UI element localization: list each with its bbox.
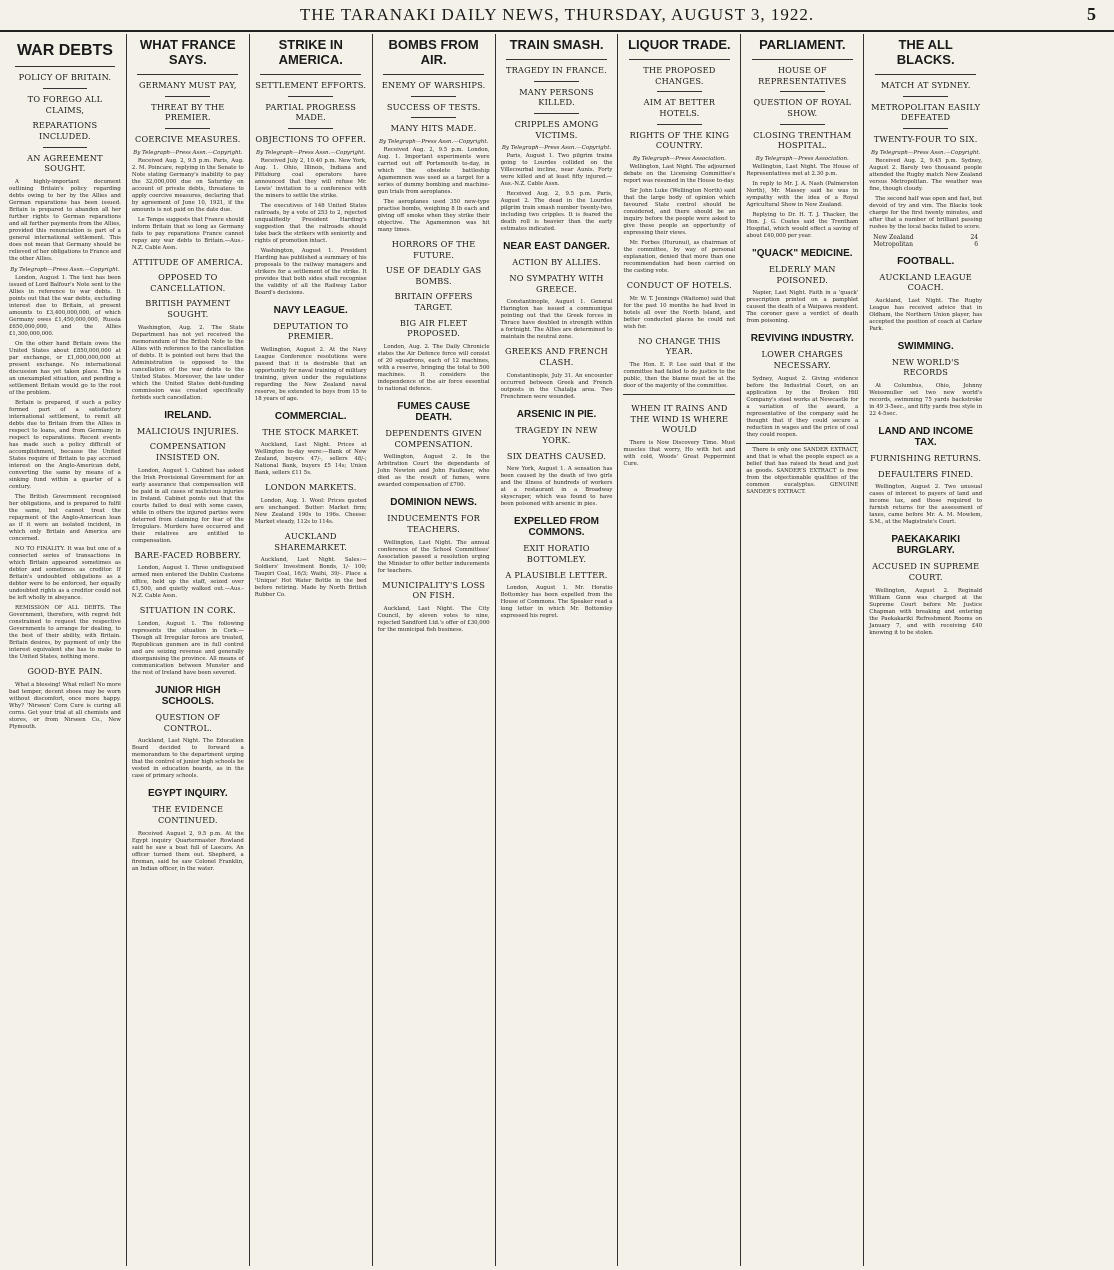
subheading: CRIPPLES AMONG VICTIMS. — [514, 118, 599, 140]
divider — [260, 74, 361, 75]
article-text: Auckland, Last Night. The Rugby League has received advice that in Oldham, the Northern Union player, has accepted the position of coach at Carlaw Park. — [869, 297, 983, 332]
headline: TRAIN SMASH. — [509, 37, 604, 52]
section-heading: REVIVING INDUSTRY. — [750, 333, 854, 345]
subheading: METROPOLITAN EASILY DEFEATED — [871, 101, 981, 123]
subheading: SETTLEMENT EFFORTS. — [255, 79, 367, 90]
divider — [780, 91, 825, 92]
section-heading: PAEKAKARIKI BURGLARY. — [891, 534, 961, 557]
article-text: Wellington, Last Night. The adjourned debate on the Licensing Committee's report was resumed in the House to-day. — [623, 163, 736, 184]
article-text: NO TO FINALITY. It was but one of a connected series of transactions in which Britain appeared sometimes as debtor and sometimes as creditor. If Britain's undoubted obligations as a debtor were to be enforced, her equally undoubted rights as a creditor could not be left wholly in abeyance. — [9, 545, 121, 601]
divider — [165, 96, 210, 97]
divider — [383, 74, 484, 75]
divider — [903, 96, 948, 97]
article-text: Wellington, August 2. Two unusual cases of interest to payers of land and income tax, and those required to furnish returns for the assessment of taxes, came before Mr. A. M. Mowlem, S.M., at the Magistrate's Court. — [869, 484, 983, 526]
section-heading: LAND AND INCOME TAX. — [878, 426, 973, 449]
article-text: REMISSION OF ALL DEBTS. The Government, therefore, with regret felt constrained to request the respective Governments to arrange for dealing, to the best of their ability, with Britain. Britain desires, by payment of only the interest equivalent she has to make to the United States, nothing more. — [9, 604, 121, 660]
team-score: 24 — [970, 233, 979, 241]
divider — [288, 128, 333, 129]
subheading: MANY HITS MADE. — [390, 123, 477, 134]
subheading: A PLAUSIBLE LETTER. — [505, 569, 608, 580]
article-text: At Columbus, Ohio, Johnny Weissmuller set two new world's records, swimming 75 yards backstroke in 49 3-5sec., and fifty yards free style in 22 4-5sec. — [869, 383, 983, 418]
page-number: 5 — [1087, 4, 1096, 24]
section-heading: EGYPT INQUIRY. — [148, 788, 228, 800]
article-text: Auckland, Last Night. The City Council, by eleven votes to nine, rejected Sandford Ltd.'s offer of £30,000 for the municipal fish business. — [377, 606, 490, 634]
subheading: LONDON MARKETS. — [265, 482, 357, 493]
subheading: MALICIOUS INJURIES. — [136, 425, 239, 436]
article-text: Received August 2, 9.5 p.m. At the Egypt inquiry Quartermaster Rowland said he saw a boat full of Lascars. An officer turned them out. Shepherd, a fireman, said he saw Colonel Franklin, an Indian officer, in the water. — [131, 830, 244, 872]
subheading: GERMANY MUST PAY, — [138, 79, 237, 90]
divider — [903, 128, 948, 129]
subheading: THE PROPOSED CHANGES. — [643, 64, 716, 86]
article-text: The executives of 148 United States railroads, by a vote of 253 to 2, rejected unqualifiedly President Harding's suggestion that the railroads should take back the strikers with seniority and rights of promotion intact. — [254, 202, 367, 244]
subheading: QUESTION OF CONTROL. — [155, 712, 221, 733]
article-text: Sydney, August 2. Giving evidence before the Industrial Court, on an application by the Broken Hill Company's steel works at Newcastle for a variation of the award, a representative of the company said he thought that if they could secure a reduction in wages and the price of coal they could reopen. — [746, 375, 859, 438]
column-bombs-from-air — [373, 34, 496, 1266]
article-text: Auckland, Last Night. Sales:—Soldiers' Investment Bonds, 1/- 100; Taupiri Coal, 16/3; Waihi, 39/-. Place a 'Unique' Hot Water Bottle in the bed before retiring. Made by North British Rubber Co. — [254, 557, 367, 599]
divider — [875, 74, 977, 75]
subheading: DEFAULTERS FINED. — [878, 468, 974, 479]
divider — [43, 88, 88, 89]
subheading: BRITAIN OFFERS TARGET. — [394, 291, 473, 313]
article-text: New York, August 1. A sensation has been caused by the death of two girls and the illness of hundreds of workers at a restaurant in a Broadway skyscraper, which was found to have been poisoned with arsenic in pies. — [500, 466, 613, 508]
divider — [534, 81, 579, 82]
subheading: QUESTION OF ROYAL SHOW. — [753, 97, 852, 118]
headline: LIQUOR TRADE. — [628, 37, 731, 52]
subheading: GREEKS AND FRENCH CLASH. — [504, 346, 609, 367]
article-text: Wellington, Last Night. The House of Representatives met at 2.30 p.m. — [746, 163, 859, 177]
ad-heading: WHEN IT RAINS AND THE WIND IS WHERE WOULD — [630, 402, 729, 435]
section-heading: FOOTBALL. — [897, 255, 955, 267]
subheading: RIGHTS OF THE KING COUNTRY. — [629, 129, 730, 151]
headline: THE ALL BLACKS. — [896, 37, 955, 67]
article-text: Le Temps suggests that France should inform Britain that so long as Germany fails to pay reparations France cannot repay any war debts to Britain.—Aus.-N.Z. Cable Assn. — [131, 216, 244, 251]
subheading: CLOSING TRENTHAM HOSPITAL. — [753, 129, 852, 151]
subheading: PARTIAL PROGRESS MADE. — [265, 101, 357, 123]
column-parliament — [741, 34, 864, 1266]
subheading: AUCKLAND LEAGUE COACH. — [879, 271, 972, 293]
divider — [657, 91, 702, 92]
article-text: Paris, August 1. Two pilgrim trains going to Lourdes collided on the Villecourbal incline, near Aunis. Forty were killed and at least fifty injured.—Aus.-N.Z. Cable Assn. — [500, 153, 613, 188]
subheading: LOWER CHARGES NECESSARY. — [761, 349, 844, 370]
section-heading: SWIMMING. — [897, 340, 954, 352]
subheading: ENEMY OF WARSHIPS. — [381, 79, 486, 90]
subheading: DEPENDENTS GIVEN COMPENSATION. — [385, 428, 482, 449]
subheading: ACTION BY ALLIES. — [512, 257, 601, 268]
article-text: Britain is prepared, if such a policy formed part of a satisfactory international settlement, to remit all debts due to Britain from the Allies in respect to loans, and from Germany in respect to reparations. Recent events has made such a policy difficult of accomplishment, because the United States require of Britain to pay accrued interest on the Anglo-American debt, converting the same by means of a sinking fund within a quarter of a century. — [9, 399, 121, 490]
subheading: ACCUSED IN SUPREME COURT. — [872, 561, 980, 583]
article-text: The aeroplanes used 350 new-type practise bombs, weighing 8 lb each and giving off smoke when they strike their objective. The Agamemnon was hit many times. — [377, 198, 490, 233]
article-text: The British Government recognised her obligations, and is prepared to fulfil the same, but cannot treat the repayment of the Anglo-American loan as if it were an isolated incident, in which only Britain and America are concerned. — [9, 493, 121, 542]
score-line — [869, 234, 982, 241]
subheading: THE STOCK MARKET. — [262, 426, 360, 437]
subheading: MANY PERSONS KILLED. — [519, 86, 594, 108]
article-text: The second half was open and fast, but devoid of try and vim. The Blacks took charge for the first twenty minutes, and after that a number of brilliant passing rushes by the local backs failed to score. — [869, 195, 983, 230]
article-text: Received Aug. 2, 9.45 p.m. Sydney, August 2. Barely two thousand people attended the Rugby match New Zealand versus Metropolitan. The weather was fine, though cloudy. — [869, 157, 983, 192]
subheading: DEPUTATION TO PREMIER. — [273, 320, 349, 342]
byline: By Telegraph—Press Association. — [632, 155, 726, 162]
subheading: OPPOSED TO CANCELLATION. — [150, 272, 226, 293]
headline: PARLIAMENT. — [759, 37, 846, 52]
headline: BOMBS FROM AIR. — [388, 37, 479, 67]
article-text: London, Aug. 2. The Daily Chronicle states the Air Defence force will consist of 20 squadrons, each of 12 machines, with a reserve, bringing the total to 500 machines. It considers the independence of the air force essential to national defence. — [377, 344, 490, 393]
headline: WAR DEBTS — [16, 42, 113, 59]
ad-text: There is only one SANDER EXTRACT, and that is what the people expect as a belief that has raised its head and just as goods. SANDER'S EXTRACT is free from the objectionable qualities of the common eucalyptus. GENUINE SANDER'S EXTRACT. — [746, 446, 859, 495]
column-liquor-trade — [618, 34, 741, 1266]
subheading: ELDERLY MAN POISONED. — [768, 263, 836, 285]
article-text: Wellington, Last Night. The annual conference of the School Committees' Association passed a resolution urging the Minister to offer better inducements for teachers. — [377, 539, 490, 574]
article-text: Wellington, August 2. At the Navy League Conference resolutions were passed that it is desirable that an opportunity for naval training of military training, given under the regulations regarding the New Zealand naval reserve, be extended to boys from 15 to 18 years of age. — [254, 346, 367, 402]
byline: By Telegraph—Press Assn.—Copyright. — [133, 149, 243, 156]
article-text: Mr. Forbes (Hurunui), as chairman of the committee, by way of personal explanation, denied that more than one recommendation had been carried on the casting vote. — [623, 239, 736, 274]
divider — [629, 59, 730, 60]
article-text: London, August 1. The following represents the situation in Cork.—Though all Irregular forces are treated, Republican gunmen are in full control and are seizing revenue and generally disorganising the province. All means of communication between Munster and the rest of Ireland have been severed. — [131, 621, 244, 677]
article-text: Napier, Last Night. Faith in a 'quack' prescription printed on a pamphlet caused the death of a Waipawa resident. The coroner gave a verdict of death from poisoning. — [746, 290, 859, 325]
article-text: Received Aug. 2, 9.5 p.m. London, Aug. 1. Important experiments were carried out off Portsmouth to-day, in which the obsolete battleship Agamemnon was used as a target for a series of dummy bombing and machine-gun trials from aeroplanes. — [377, 146, 490, 195]
section-heading: NEAR EAST DANGER. — [503, 241, 610, 253]
subheading: EXIT HORATIO BOTTOMLEY. — [523, 543, 590, 565]
article-text: Received Aug. 2, 9.5 p.m. Paris, August 2. The dead in the Lourdes pilgrim train smash number twenty-two, including two cripples. It is feared the death roll is heavier than the early estimates indicated. — [500, 191, 613, 233]
subheading: THREAT BY THE PREMIER. — [151, 101, 225, 123]
article-text: On the other hand Britain owes the United States about £850,000,000 at par exchange, or £1,000,000,000 at present exchange. No international discussion has yet taken place. This is an unexampled situation, and pending a settlement Britain would go to the root of the problem. — [9, 340, 121, 396]
advertisement — [623, 394, 735, 468]
divider — [165, 128, 210, 129]
divider — [506, 59, 607, 60]
article-text: Constantinople, August 1. General Harington has issued a communique pointing out that the Greek forces in Thrace have doubled in strength within a fortnight. The Allies are determined to maintain the neutral zone. — [500, 299, 613, 341]
subheading: AN AGREEMENT SOUGHT. — [27, 152, 103, 174]
article-text: Washington, Aug. 2. The State Department has not yet received the memorandum of the British Note to the Allies with reference to the cancellation of debts. It is pointed out here that the Administration is opposed to the cancellation of the war debts to the United States. Moreover, the law under which the United States debt-funding commission was created specifically forbids such cancellation. — [131, 324, 244, 401]
ad-text: There is Now Discovery Time. Must muscles that worry, Ho with hot and with cold, Woods' Great Peppermint Cure. — [623, 439, 736, 467]
section-heading: IRELAND. — [164, 409, 212, 421]
subheading: TRAGEDY IN FRANCE. — [506, 64, 607, 75]
subheading: INDUCEMENTS FOR TEACHERS. — [387, 513, 481, 535]
byline: By Telegraph—Press Assn.—Copyright. — [501, 145, 612, 152]
section-heading: JUNIOR HIGH SCHOOLS. — [155, 685, 221, 708]
divider — [752, 59, 853, 60]
subheading: COMPENSATION INSISTED ON. — [149, 441, 226, 463]
article-text: In reply to Mr. J. A. Nash (Palmerston North), Mr. Massey said he was in sympathy with the idea of a Royal Agricultural Show in New Zealand. — [746, 180, 859, 208]
subheading: POLICY OF BRITAIN. — [18, 72, 112, 83]
article-text: London, Aug. 1. Wool: Prices quoted are unchanged. Butter: Market firm; New Zealand 190s to 196s. Cheese: Market steady, 112s to 114s. — [254, 498, 367, 526]
subheading: CONDUCT OF HOTELS. — [626, 279, 732, 290]
subheading: GOOD-BYE PAIN. — [27, 665, 103, 676]
article-text: Wellington, August 2. Reginald William Gunn was charged at the Supreme Court before Mr. Justice Chapman with breaking and entering the Paekakariki Refreshment Rooms on January 7, and with receiving £40 knowing it to be stolen. — [869, 587, 983, 636]
subheading: SUCCESS OF TESTS. — [386, 101, 481, 112]
column-what-france-says — [127, 34, 250, 1266]
article-text: Replying to Dr. H. T. J. Thacker, the Hon. J. G. Coates said the Trentham Hospital, which would effect a saving of about £40,000 per year. — [746, 211, 859, 239]
headline: WHAT FRANCE SAYS. — [139, 37, 236, 67]
article-text: London, August 1. Mr. Horatio Bottomley has been expelled from the House of Commons. The Speaker read a long letter in which Mr. Bottomley expressed his regret. — [500, 585, 613, 620]
divider — [43, 147, 88, 148]
section-heading: DOMINION NEWS. — [390, 497, 477, 509]
article-text: London, August 1. Three undisguised armed men entered the Dublin Customs office, held up the staff, seized over £1,500, and quietly walked out.—Aus.-N.Z. Cable Assn. — [131, 565, 244, 600]
section-heading: "QUACK" MEDICINE. — [751, 247, 853, 259]
column-war-debts — [4, 34, 127, 1266]
divider — [780, 124, 825, 125]
masthead — [0, 0, 1114, 32]
subheading: THE EVIDENCE CONTINUED. — [152, 804, 224, 826]
section-heading: FUMES CAUSE DEATH. — [397, 401, 471, 424]
article-text: Auckland, Last Night. The Education Board decided to forward a memorandum to the department urging that the control of junior high schools be vested in education boards, as in the case of primary schools. — [131, 738, 244, 780]
team-name: Metropolitan — [873, 240, 913, 248]
column-all-blacks — [864, 34, 987, 1266]
divider — [411, 96, 456, 97]
subheading: TWENTY-FOUR TO SIX. — [873, 133, 978, 144]
subheading: NO SYMPATHY WITH GREECE. — [509, 272, 604, 294]
article-text: Mr. W. T. Jennings (Waitomo) said that for the past 10 months he had lived in hotels all over the North Island, and better conducted places he could not wish for. — [623, 295, 736, 330]
subheading: HORRORS OF THE FUTURE. — [391, 238, 476, 260]
subheading: SIX DEATHS CAUSED. — [506, 450, 607, 461]
subheading: MUNICIPALITY'S LOSS ON FISH. — [382, 579, 486, 601]
article-text: London, August 1. The text has been issued of Lord Balfour's Note sent to the Allies in reference to war debts. It points out that the war debts, excluding interest due to Britain, at present amounts to £3,400,000,000, of which Germany owes £1,450,000,000, Russia £650,000,000, and the Allies £1,300,000,000. — [9, 274, 121, 337]
score-line — [869, 241, 982, 248]
subheading: REPARATIONS INCLUDED. — [32, 120, 98, 142]
article-text: London, August 1. Cabinet has asked the Irish Provisional Government for an early assurance that compensation will be paid in all cases of malicious injuries in Ireland. Cabinet points out that the courts failed to deal with some cases, while in others the injured parties were deterred from claiming for fear of the Irregulars. Murders have occurred and their relatives are entitled to compensation. — [131, 467, 244, 544]
subheading: NEW WORLD'S RECORDS — [891, 356, 960, 378]
subheading: SITUATION IN CORK. — [139, 605, 236, 616]
subheading: MATCH AT SYDNEY. — [880, 79, 971, 90]
subheading: BRITISH PAYMENT SOUGHT. — [145, 298, 231, 320]
masthead-title: THE TARANAKI DAILY NEWS, THURSDAY, AUGUST 3, 1922. — [299, 5, 815, 24]
section-heading: COMMERCIAL. — [274, 410, 347, 422]
section-heading: ARSENIC IN PIE. — [516, 408, 597, 420]
subheading: NO CHANGE THIS YEAR. — [638, 335, 721, 357]
subheading: TO FOREGO ALL CLAIMS, — [27, 94, 103, 115]
article-text: Received July 2, 10.40 p.m. New York, Aug. 1. Ohio, Illinois, Indiana and Pittsburg coal operators have announced that they will refuse Mr. Lewis' invitation to a conference with the miners to settle the strike. — [254, 157, 367, 199]
column-train-smash — [496, 34, 619, 1266]
subheading: AIM AT BETTER HOTELS. — [643, 97, 716, 118]
subheading: USE OF DEADLY GAS BOMBS. — [385, 265, 482, 286]
article-text: The Hon. E. P. Lee said that if the committee had failed to do justice to the public, then the blame must be at the door of the majority of the committee. — [623, 361, 736, 389]
subheading: HOUSE OF REPRESENTATIVES — [758, 64, 847, 86]
divider — [137, 74, 238, 75]
article-text: Sir John Luke (Wellington North) said that the large body of opinion which favoured State control should be considered, and there should be an inquiry before the people were asked to give these people an opportunity of expressing their views. — [623, 187, 736, 236]
subheading: BIG AIR FLEET PROPOSED. — [399, 317, 468, 339]
subheading: COERCIVE MEASURES. — [135, 133, 241, 144]
article-text: Received Aug. 2, 9.5 p.m. Paris, Aug. 2. M. Poincare, replying in the Senate to Note stating Germany's inability to pay the 32,000,000 due on Saturday on account of private debts, threatens to apply coercive measures, declaring that by agreement of June 10, 1921, if the amounts is not paid on the date due. — [131, 157, 244, 213]
team-score: 6 — [974, 240, 979, 248]
article-text: What a blessing! What relief! No more bad temper, decent shoes may be worn without discomfort, once more happy. Why? 'Nirseen' Corn Cure is curing all corns. Get your trial at all chemists and stores, or from Nirseen Co., New Plymouth. — [9, 681, 121, 730]
article-text: Auckland, Last Night. Prices at Wellington to-day were:—Bank of New Zealand, buyers 47/-, sellers 48/-; National Bank, buyers £5 14s; Union Bank, sellers £11 5s. — [254, 442, 367, 477]
subheading: FURNISHING RETURNS. — [870, 453, 982, 464]
article-text: Constantinople, July 31. An encounter occurred between Greek and French outposts in the Chatalja area. Two Frenchmen were wounded. — [500, 372, 613, 400]
byline: By Telegraph—Press Assn.—Copyright. — [10, 266, 120, 273]
advertisement — [746, 443, 858, 496]
section-heading: EXPELLED FROM COMMONS. — [514, 516, 600, 539]
byline: By Telegraph—Press Assn.—Copyright. — [871, 149, 981, 156]
subheading: BARE-FACED ROBBERY. — [134, 549, 242, 560]
article-text: Wellington, August 2. In the Arbitration Court the dependants of John Newton and John Faulkner, who died as the result of fumes, were awarded compensation of £700. — [377, 454, 490, 489]
byline: By Telegraph—Press Association. — [755, 155, 849, 162]
columns — [4, 34, 1110, 1266]
section-heading: NAVY LEAGUE. — [273, 304, 348, 316]
subheading: ATTITUDE OF AMERICA. — [132, 256, 244, 267]
team-name: New Zealand — [873, 233, 914, 241]
divider — [288, 96, 333, 97]
subheading: OBJECTIONS TO OFFER. — [255, 133, 367, 144]
article-text: Washington, August 1. President Harding has published a summary of his proposals to the railway managers and strikers for a settlement of the strike. It provides that both sides shall recognise the validity of all the Railway Labor Board's decisions. — [254, 247, 367, 296]
divider — [534, 113, 579, 114]
article-text: A highly-important document outlining Britain's policy regarding debts owing to her by the Allies and German reparations has been issued. Britain is prepared to abandon all her further rights to German reparations and all further payments from the Allies, provided this renunciation is part of a general international settlement. This does not mean that Germany should be relieved of her obligations to France and the other Allies. — [9, 178, 121, 262]
byline: By Telegraph—Press Assn.—Copyright. — [378, 138, 489, 145]
byline: By Telegraph—Press Assn.—Copyright. — [256, 149, 366, 156]
divider — [657, 124, 702, 125]
divider — [411, 117, 456, 118]
headline: STRIKE IN AMERICA. — [278, 37, 343, 67]
subheading: AUCKLAND SHAREMARKET. — [274, 531, 348, 552]
subheading: TRAGEDY IN NEW YORK. — [515, 424, 598, 446]
divider — [15, 66, 116, 67]
column-strike-in-america — [250, 34, 373, 1266]
